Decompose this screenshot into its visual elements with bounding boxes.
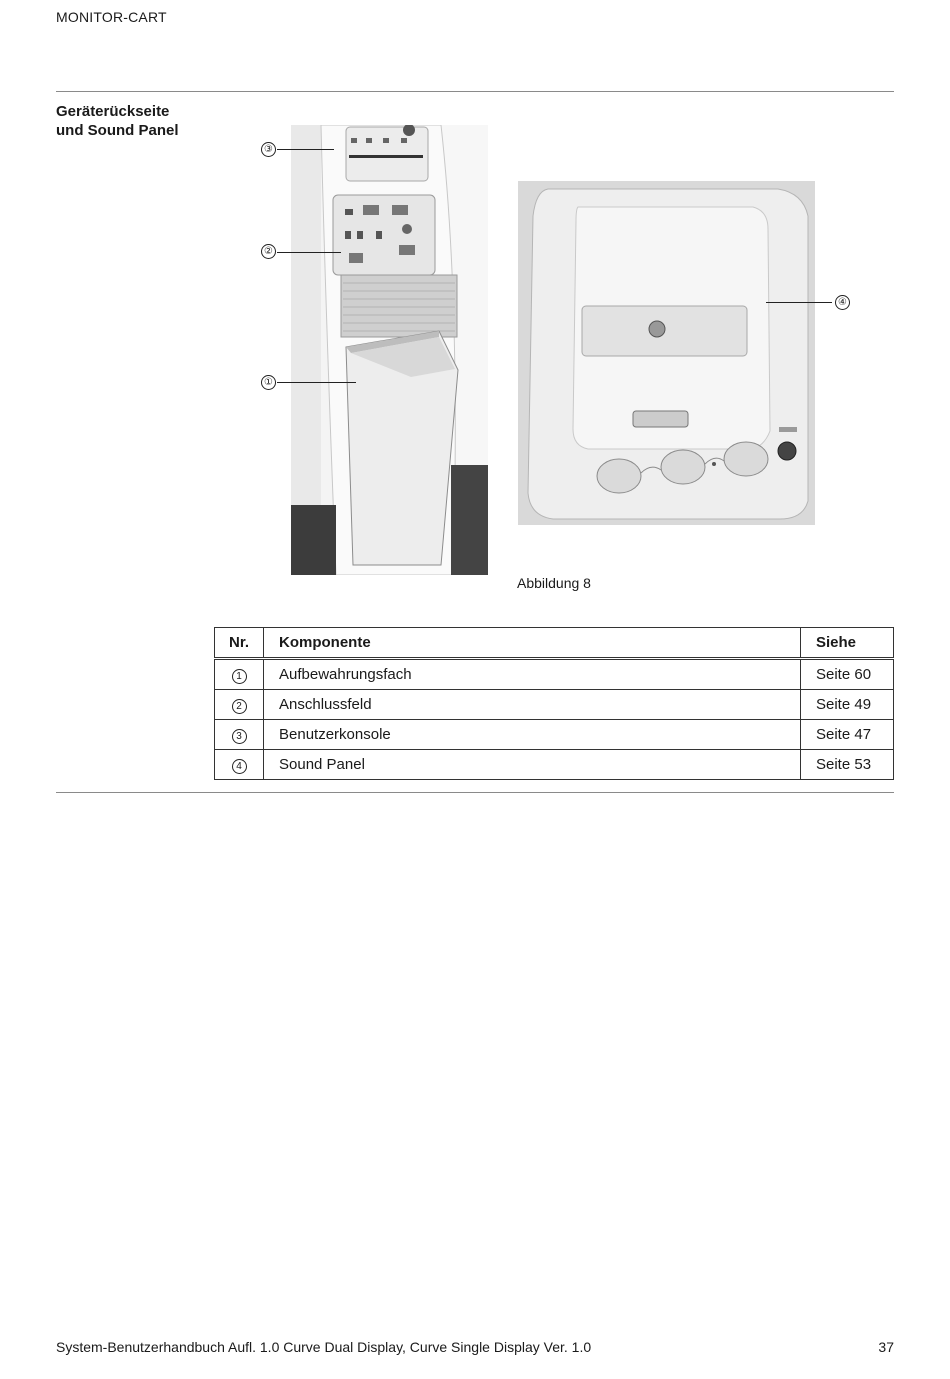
row-component: Aufbewahrungsfach	[264, 659, 801, 690]
row-component: Sound Panel	[264, 750, 801, 780]
leader-line-1	[277, 382, 356, 383]
row-number-badge: 2	[232, 699, 247, 714]
row-component: Benutzerkonsole	[264, 720, 801, 750]
section-title-line-2: und Sound Panel	[56, 122, 179, 139]
page-number: 37	[878, 1339, 894, 1355]
row-page-ref: Seite 47	[801, 720, 894, 750]
section-title	[56, 102, 179, 140]
cart-rear-photo	[291, 125, 488, 575]
callout-1: ①	[261, 375, 276, 390]
row-number-badge: 1	[232, 669, 247, 684]
figure-caption: Abbildung 8	[517, 575, 591, 591]
leader-line-2	[277, 252, 341, 253]
table-row	[215, 720, 894, 750]
table-header-row	[215, 628, 894, 659]
header-nr: Nr.	[215, 628, 264, 659]
row-page-ref: Seite 60	[801, 659, 894, 690]
row-component: Anschlussfeld	[264, 690, 801, 720]
table-row	[215, 750, 894, 780]
bottom-divider	[56, 792, 894, 793]
row-number-badge: 3	[232, 729, 247, 744]
leader-line-3	[277, 149, 334, 150]
section-title-line-1: Geräterückseite	[56, 103, 170, 120]
row-number-badge: 4	[232, 759, 247, 774]
row-page-ref: Seite 49	[801, 690, 894, 720]
header-component: Komponente	[264, 628, 801, 659]
footer-document-title: System-Benutzerhandbuch Aufl. 1.0 Curve Dual Display, Curve Single Display Ver. 1.0	[56, 1339, 592, 1355]
row-page-ref: Seite 53	[801, 750, 894, 780]
table-row	[215, 659, 894, 690]
sound-panel-photo	[518, 181, 815, 525]
callout-2: ②	[261, 244, 276, 259]
top-divider	[56, 91, 894, 92]
components-table	[214, 627, 894, 780]
table-row	[215, 690, 894, 720]
callout-3: ③	[261, 142, 276, 157]
running-header: MONITOR-CART	[56, 9, 167, 25]
callout-4: ④	[835, 295, 850, 310]
leader-line-4	[766, 302, 832, 303]
header-see: Siehe	[801, 628, 894, 659]
